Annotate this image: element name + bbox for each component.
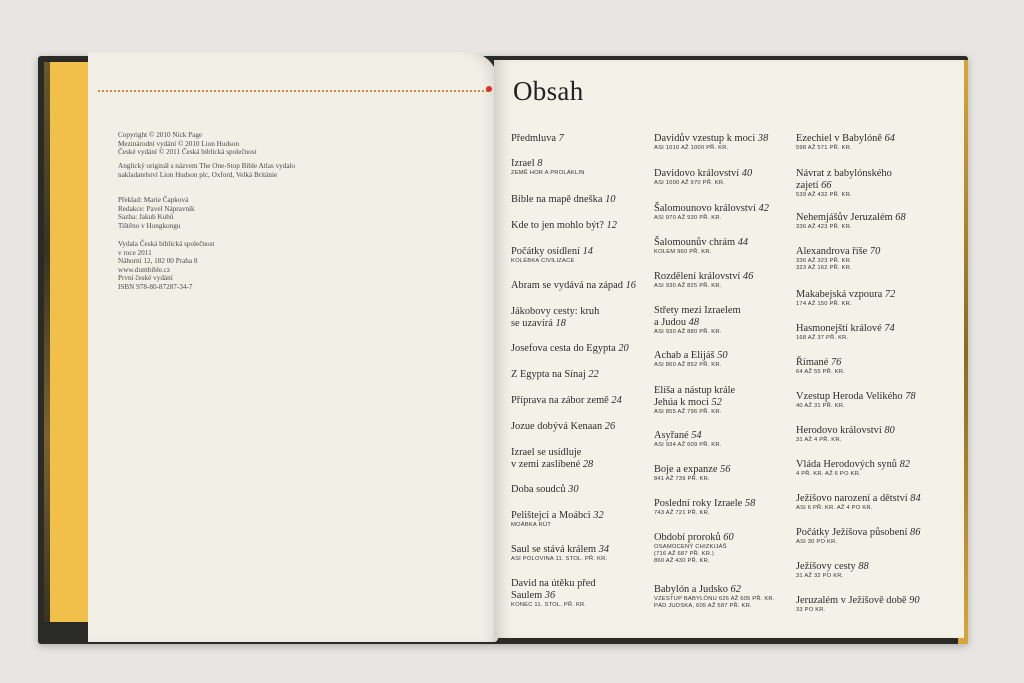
toc-entry-title-line2	[796, 180, 936, 192]
toc-page-number: 88	[858, 561, 869, 572]
toc-entry-title	[511, 578, 651, 590]
toc-entry	[796, 323, 936, 342]
toc-entry-title	[796, 357, 936, 369]
toc-page-number: 46	[742, 271, 754, 282]
toc-entry-title	[796, 459, 936, 471]
toc-entry-subtitle: ASI 970 AŽ 930 PŘ. KR.	[654, 215, 722, 221]
toc-entry-title-line2	[511, 590, 651, 602]
toc-page-number: 70	[869, 246, 881, 257]
toc-entry	[654, 532, 794, 565]
toc-entry-title	[511, 246, 651, 258]
toc-entry-title	[796, 391, 936, 403]
toc-entry-subtitle: VZESTUP BABYLÓNU 626 AŽ 605 PŘ. KR.	[654, 596, 775, 602]
imprint-line: Vydala Česká biblická společnost	[118, 240, 215, 248]
toc-entry-subtitle: ASI 930 AŽ 825 PŘ. KR.	[654, 283, 722, 289]
toc-entry-title	[654, 430, 794, 442]
toc-page-number: 8	[537, 158, 543, 169]
toc-entry	[511, 220, 651, 232]
toc-entry	[511, 421, 651, 433]
imprint-line: Překlad: Marie Čapková	[118, 196, 189, 204]
toc-entry-title	[796, 595, 936, 607]
toc-entry-text: v zemi zaslíbené	[511, 459, 581, 470]
toc-entry-title	[654, 498, 794, 510]
toc-entry-title	[511, 447, 651, 459]
toc-entry-subtitle: ZEMĚ HOR A PROLÁKLIN	[511, 170, 585, 176]
toc-page-number: 20	[618, 343, 629, 354]
toc-entry-title	[511, 158, 651, 170]
imprint-publisher	[118, 240, 378, 292]
toc-entry-title	[796, 425, 936, 437]
toc-entry-text: Ježíšovo narození a dětství	[796, 493, 908, 504]
imprint-line: České vydání © 2011 Česká biblická společnost	[118, 148, 257, 157]
toc-page-number: 90	[909, 595, 920, 606]
toc-entry-subtitle: 598 AŽ 571 PŘ. KR.	[796, 145, 852, 151]
toc-entry-title	[511, 280, 651, 292]
toc-entry-subtitle: ASI 930 AŽ 880 PŘ. KR.	[654, 329, 722, 335]
toc-entry	[654, 464, 794, 483]
toc-entry-text: Jehúa k moci	[654, 397, 709, 408]
imprint-line: www.dumbible.cz	[118, 265, 171, 274]
toc-entry-subtitle: ASI 860 AŽ 852 PŘ. KR.	[654, 362, 722, 368]
toc-entry-subtitle: 539 AŽ 432 PŘ. KR.	[796, 192, 852, 198]
toc-entry	[511, 246, 651, 265]
toc-page-number: 16	[625, 280, 636, 291]
toc-entry	[654, 430, 794, 449]
toc-entry	[796, 289, 936, 308]
toc-entry-title	[796, 289, 936, 301]
toc-entry	[654, 133, 794, 152]
toc-entry	[796, 493, 936, 512]
red-dot	[486, 86, 492, 92]
toc-entry-title	[796, 527, 936, 539]
toc-entry-title-line2	[654, 317, 794, 329]
toc-entry	[796, 527, 936, 546]
toc-entry	[654, 203, 794, 222]
toc-entry-subtitle: 323 AŽ 162 PŘ. KR.	[796, 265, 852, 271]
imprint-line: Redakce: Pavel Nápravník	[118, 204, 195, 213]
toc-page-number: 86	[910, 527, 921, 538]
toc-page-number: 30	[568, 484, 579, 495]
imprint-line: Tištěno v Hongkongu	[118, 221, 181, 230]
toc-entry-subtitle: 743 AŽ 721 PŘ. KR.	[654, 510, 710, 516]
toc-entry-title	[511, 421, 651, 433]
imprint-copyright	[118, 131, 378, 157]
toc-entry	[511, 306, 651, 330]
toc-entry-title	[654, 464, 794, 476]
toc-entry-text: Poslední roky Izraele	[654, 498, 743, 509]
toc-entry	[796, 561, 936, 580]
toc-entry-text: Achab a Elijáš	[654, 350, 715, 361]
toc-page-number: 68	[895, 212, 906, 223]
toc-entry	[796, 595, 936, 614]
toc-entry-title	[654, 133, 794, 145]
toc-entry	[654, 168, 794, 187]
toc-page-number: 22	[588, 369, 599, 380]
toc-entry-title	[654, 237, 794, 249]
toc-entry-subtitle: PÁD JUDSKA, 605 AŽ 587 PŘ. KR.	[654, 603, 752, 609]
toc-entry-text: Izrael se usídluje	[511, 447, 582, 458]
toc-entry-text: Elíša a nástup krále	[654, 385, 736, 396]
imprint-line: Anglický originál s názvem The One-Stop Bible Atlas vydalo	[118, 162, 296, 170]
toc-entry-subtitle: KONEC 11. STOL. PŘ. KR.	[511, 602, 587, 608]
toc-entry	[511, 369, 651, 381]
toc-entry-title	[796, 168, 936, 180]
toc-entry-title-line2	[511, 459, 651, 471]
toc-entry	[654, 305, 794, 336]
toc-entry-title	[796, 561, 936, 573]
toc-entry-subtitle: 64 AŽ 55 PŘ. KR.	[796, 369, 845, 375]
toc-entry-text: Jozue dobývá Kenaan	[511, 421, 603, 432]
toc-entry-text: Nehemjášův Jeruzalém	[796, 212, 893, 223]
toc-entry-subtitle: 33 PO KR.	[796, 607, 826, 613]
toc-entry-subtitle: 31 AŽ 4 PŘ. KR.	[796, 437, 842, 443]
toc-entry-text: Římané	[796, 357, 829, 368]
toc-entry-text: Vzestup Heroda Velikého	[796, 391, 903, 402]
toc-entry-text: Pelištejci a Moábci	[511, 510, 591, 521]
toc-entry-subtitle: ASI POLOVINA 11. STOL. PŘ. KR.	[511, 556, 608, 562]
toc-page-number: 44	[737, 237, 749, 248]
toc-entry-text: Počátky osídlení	[511, 246, 580, 257]
toc-entry-text: Izrael	[511, 158, 535, 169]
toc-entry	[654, 498, 794, 517]
toc-entry-title	[511, 544, 651, 556]
toc-entry-subtitle: 168 AŽ 37 PŘ. KR.	[796, 335, 849, 341]
toc-entry	[654, 350, 794, 369]
imprint-line: Náhorní 12, 182 00 Praha 8	[118, 257, 198, 266]
toc-entry-subtitle: MOÁBKA RÚT	[511, 522, 552, 528]
toc-entry-text: Asyřané	[654, 430, 689, 441]
toc-entry-title	[511, 306, 651, 318]
toc-entry-text: Saul se stává králem	[511, 544, 597, 555]
toc-page-number: 78	[905, 391, 916, 402]
toc-entry-title	[654, 271, 794, 283]
toc-entry-subtitle: 174 AŽ 150 PŘ. KR.	[796, 301, 852, 307]
imprint-line: nakladatelství Lion Hudson plc, Oxford, Velká Británie	[118, 170, 278, 179]
toc-entry-text: Počátky Ježíšova působení	[796, 527, 908, 538]
toc-entry-text: Davidovo království	[654, 168, 740, 179]
imprint-line: Copyright © 2010 Nick Page	[118, 131, 203, 139]
toc-entry-title	[511, 220, 651, 232]
toc-entry	[511, 447, 651, 471]
toc-entry-title	[511, 194, 651, 206]
toc-entry-subtitle: ASI 30 PO KR.	[796, 539, 838, 545]
toc-entry-subtitle: OSAMOCENÝ CHIZKIJÁŠ	[654, 544, 727, 550]
toc-entry-text: Jeruzalém v Ježíšově době	[796, 595, 907, 606]
imprint-line: Mezinárodní vydání © 2010 Lion Hudson	[118, 139, 240, 148]
toc-entry	[796, 459, 936, 478]
toc-entry	[796, 425, 936, 444]
toc-entry-title	[796, 323, 936, 335]
toc-entry	[654, 584, 794, 610]
toc-entry-text: Herodovo království	[796, 425, 882, 436]
toc-entry-title-line2	[511, 318, 651, 330]
toc-entry-subtitle: KOLÉBKA CIVILIZACE	[511, 258, 575, 264]
toc-entry-text: se uzavírá	[511, 318, 553, 329]
imprint-line: ISBN 978-80-87287-34-7	[118, 282, 193, 291]
toc-page-number: 7	[558, 133, 564, 144]
toc-entry	[654, 271, 794, 290]
toc-page-number: 60	[723, 532, 734, 543]
toc-entry-title	[511, 343, 651, 355]
toc-entry	[511, 194, 651, 206]
toc-entry-text: Šalomounovo království	[654, 203, 756, 214]
toc-entry-text: Ezechiel v Babylóně	[796, 133, 882, 144]
toc-page-number: 34	[598, 544, 610, 555]
toc-entry	[511, 544, 651, 563]
toc-entry-text: Hasmonejští králové	[796, 323, 882, 334]
page-title: Obsah	[513, 76, 584, 106]
toc-page-number: 32	[593, 510, 604, 521]
imprint-original	[118, 162, 378, 179]
toc-entry	[511, 484, 651, 496]
toc-page-number: 82	[899, 459, 910, 470]
toc-entry-text: Doba soudců	[511, 484, 566, 495]
dotted-rule	[98, 90, 488, 92]
toc-page-number: 54	[691, 430, 702, 441]
toc-page-number: 28	[582, 459, 594, 470]
toc-entry-text: Období proroků	[654, 532, 721, 543]
toc-entry-text: Z Egypta na Sínaj	[511, 369, 586, 380]
toc-entry-text: Rozdělení království	[654, 271, 741, 282]
toc-page-number: 42	[758, 203, 769, 214]
toc-entry-subtitle: 860 AŽ 430 PŘ. KR.	[654, 558, 710, 564]
toc-entry-title	[796, 246, 936, 258]
toc-page-number: 64	[884, 133, 895, 144]
toc-entry	[511, 133, 651, 145]
toc-entry-text: Střety mezi Izraelem	[654, 305, 741, 316]
toc-entry-text: Příprava na zábor země	[511, 395, 609, 406]
toc-entry	[796, 391, 936, 410]
toc-entry-text: Vláda Herodových synů	[796, 459, 897, 470]
toc-entry-text: Makabejská vzpoura	[796, 289, 883, 300]
toc-entry-text: a Judou	[654, 317, 687, 328]
toc-entry-subtitle: ASI 1000 AŽ 970 PŘ. KR.	[654, 180, 725, 186]
toc-entry-title	[796, 133, 936, 145]
toc-entry	[796, 212, 936, 231]
toc-entry-text: Boje a expanze	[654, 464, 718, 475]
toc-page-number: 58	[744, 498, 756, 509]
toc-entry	[796, 246, 936, 272]
toc-entry-title	[654, 385, 794, 397]
toc-page-number: 24	[611, 395, 622, 406]
toc-entry	[796, 357, 936, 376]
toc-entry-text: Bible na mapě dneška	[511, 194, 603, 205]
toc-page-number: 50	[717, 350, 728, 361]
imprint-line: Sazba: Jakub Kubů	[118, 213, 174, 222]
toc-entry	[511, 510, 651, 529]
toc-entry-title	[796, 212, 936, 224]
toc-entry-text: Jákobovy cesty: kruh	[511, 306, 600, 317]
toc-entry-title	[654, 350, 794, 362]
toc-entry	[511, 578, 651, 609]
toc-entry-subtitle: 336 AŽ 423 PŘ. KR.	[796, 224, 852, 230]
toc-entry	[511, 280, 651, 292]
toc-entry-subtitle: 4 PŘ. KR. AŽ 6 PO KR.	[796, 471, 861, 477]
toc-entry	[511, 158, 651, 177]
toc-entry-title	[654, 584, 794, 596]
toc-entry-text: David na útěku před	[511, 578, 596, 589]
imprint-line: v roce 2011	[118, 248, 152, 257]
toc-entry	[511, 395, 651, 407]
toc-entry-text: Šalomounův chrám	[654, 237, 736, 248]
toc-page-number: 18	[555, 318, 566, 329]
toc-entry-text: Alexandrova říše	[796, 246, 868, 257]
toc-entry-text: Ježíšovy cesty	[796, 561, 856, 572]
toc-entry-text: Saulem	[511, 590, 543, 601]
toc-page-number: 66	[821, 180, 832, 191]
toc-entry-subtitle: 40 AŽ 31 PŘ. KR.	[796, 403, 845, 409]
toc-page-number: 84	[910, 493, 921, 504]
toc-entry-subtitle: 31 AŽ 32 PO KR.	[796, 573, 844, 579]
toc-entry-title	[511, 133, 651, 145]
toc-entry-title	[796, 493, 936, 505]
toc-entry-text: Davidův vzestup k moci	[654, 133, 756, 144]
toc-entry-title-line2	[654, 397, 794, 409]
toc-page-number: 26	[604, 421, 616, 432]
toc-page-number: 48	[688, 317, 700, 328]
toc-entry-title	[511, 510, 651, 522]
imprint-credits	[118, 196, 378, 230]
toc-page-number: 76	[830, 357, 842, 368]
toc-page-number: 80	[884, 425, 895, 436]
toc-entry-subtitle: 841 AŽ 739 PŘ. KR.	[654, 476, 710, 482]
toc-entry-title	[654, 532, 794, 544]
toc-page-number: 14	[582, 246, 593, 257]
toc-entry-text: Předmluva	[511, 133, 557, 144]
toc-page-number: 40	[741, 168, 753, 179]
imprint-line: První české vydání	[118, 274, 173, 283]
toc-entry-subtitle: 336 AŽ 323 PŘ. KR.	[796, 258, 852, 264]
toc-entry-text: Babylón a Judsko	[654, 584, 728, 595]
toc-entry-subtitle: (716 AŽ 687 PŘ. KR.)	[654, 551, 715, 557]
toc-entry-subtitle: ASI 855 AŽ 796 PŘ. KR.	[654, 409, 722, 415]
toc-entry-text: Návrat z babylónského	[796, 168, 892, 179]
toc-entry-title	[511, 395, 651, 407]
toc-page-number: 10	[605, 194, 616, 205]
toc-page-number: 12	[606, 220, 617, 231]
toc-entry-title	[654, 168, 794, 180]
toc-page-number: 36	[544, 590, 556, 601]
toc-entry	[796, 168, 936, 199]
toc-entry-text: zajetí	[796, 180, 819, 191]
toc-page-number: 56	[720, 464, 731, 475]
toc-entry	[654, 237, 794, 256]
toc-entry	[796, 133, 936, 152]
toc-entry-subtitle: ASI 934 AŽ 609 PŘ. KR.	[654, 442, 722, 448]
toc-page-number: 38	[757, 133, 769, 144]
toc-entry	[511, 343, 651, 355]
toc-entry-subtitle: KOLEM 960 PŘ. KR.	[654, 249, 712, 255]
toc-entry	[654, 385, 794, 416]
toc-entry-title	[654, 305, 794, 317]
toc-page-number: 62	[730, 584, 741, 595]
toc-page-number: 74	[884, 323, 895, 334]
toc-entry-title	[511, 369, 651, 381]
toc-entry-text: Kde to jen mohlo být?	[511, 220, 604, 231]
toc-page-number: 72	[884, 289, 896, 300]
toc-entry-text: Josefova cesta do Egypta	[511, 343, 616, 354]
toc-entry-title	[511, 484, 651, 496]
toc-entry-title	[654, 203, 794, 215]
toc-page-number: 52	[711, 397, 722, 408]
toc-entry-subtitle: ASI 6 PŘ. KR. AŽ 4 PO KR.	[796, 505, 873, 511]
toc-entry-subtitle: ASI 1010 AŽ 1000 PŘ. KR.	[654, 145, 729, 151]
toc-entry-text: Abram se vydává na západ	[511, 280, 623, 291]
